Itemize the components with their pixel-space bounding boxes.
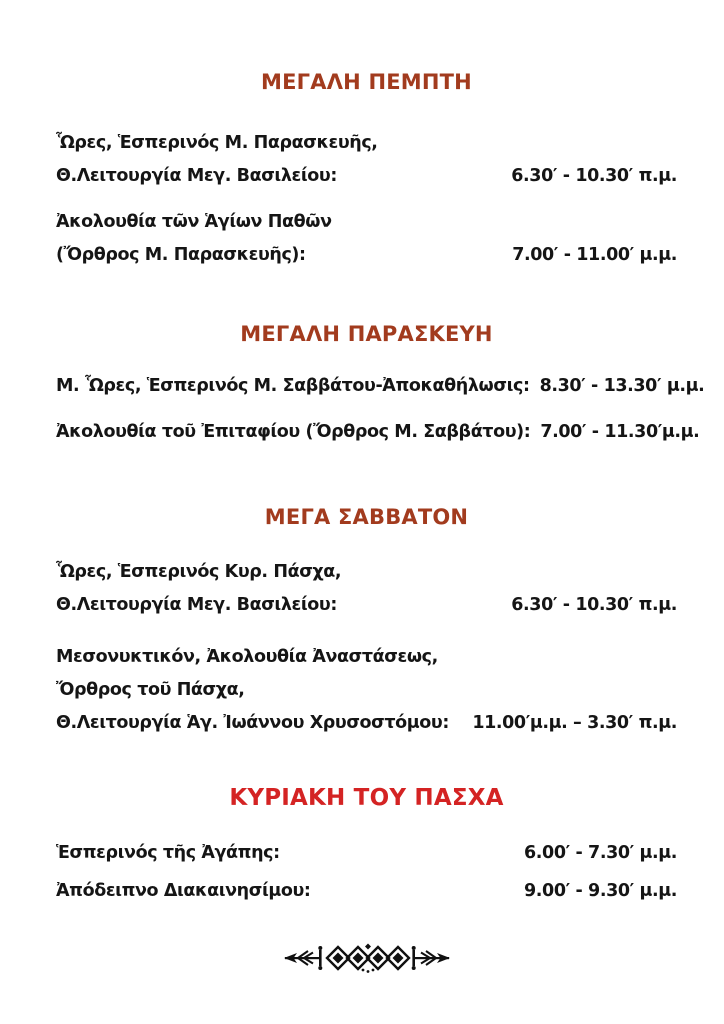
service-label: Θ.Λειτουργία Μεγ. Βασιλείου:	[56, 594, 337, 615]
service-label: Ἀπόδειπνο Διακαινησίμου:	[56, 881, 311, 902]
schedule-entry	[56, 556, 677, 622]
schedule-row	[56, 589, 677, 622]
schedule-entry	[56, 416, 700, 449]
service-time: 6.30′ - 10.30′ π.μ.	[511, 594, 677, 615]
service-label: Ἀκολουθία τοῦ Ἐπιταφίου (Ὄρθρος Μ. Σαββάτου):	[56, 422, 531, 443]
service-label: (Ὄρθρος Μ. Παρασκευῆς):	[56, 245, 306, 266]
schedule-row	[56, 416, 700, 449]
ornament-left-arrow	[284, 946, 322, 970]
schedule-row	[56, 837, 677, 870]
schedule-line: Ὧρες, Ἑσπερινός Κυρ. Πάσχα,	[56, 561, 342, 582]
service-time: 9.00′ - 9.30′ μ.μ.	[524, 881, 677, 902]
service-time: 6.00′ - 7.30′ μ.μ.	[524, 843, 677, 864]
schedule-row	[56, 875, 677, 908]
section-title-good-friday: ΜΕΓΑΛΗ ΠΑΡΑΣΚΕΥΗ	[240, 322, 493, 347]
schedule-entry	[56, 206, 677, 272]
service-time: 7.00′ - 11.30′μ.μ.	[540, 422, 700, 443]
ornament-divider-icon	[283, 943, 451, 973]
schedule-entry	[56, 837, 677, 870]
service-time: 6.30′ - 10.30′ π.μ.	[511, 166, 677, 187]
section-title-holy-thursday: ΜΕΓΑΛΗ ΠΕΜΠΤΗ	[261, 70, 472, 94]
section-title-holy-saturday: ΜΕΓΑ ΣΑΒΒΑΤΟΝ	[264, 505, 469, 530]
schedule-line: Ἀκολουθία τῶν Ἁγίων Παθῶν	[56, 212, 332, 233]
schedule-entry	[56, 875, 677, 908]
schedule-entry	[56, 641, 677, 740]
schedule-row	[56, 160, 677, 193]
service-time: 11.00′μ.μ. – 3.30′ π.μ.	[472, 712, 677, 733]
service-label: Θ.Λειτουργία Ἁγ. Ἰωάννου Χρυσοστόμου:	[56, 712, 449, 733]
service-label: Θ.Λειτουργία Μεγ. Βασιλείου:	[56, 166, 337, 187]
service-time: 7.00′ - 11.00′ μ.μ.	[512, 245, 677, 266]
schedule-line: Ὧρες, Ἑσπερινός Μ. Παρασκευῆς,	[56, 133, 378, 154]
footer-ornament	[56, 943, 677, 973]
schedule-row	[56, 707, 677, 740]
schedule-entry	[56, 127, 677, 193]
service-label: Μ. Ὧρες, Ἑσπερινός Μ. Σαββάτου-Ἀποκαθήλωσις:	[56, 376, 530, 397]
schedule-entry	[56, 370, 705, 403]
schedule-line: Ὄρθρος τοῦ Πάσχα,	[56, 679, 245, 700]
schedule-row	[56, 239, 677, 272]
ornament-diamonds	[327, 944, 409, 973]
service-time: 8.30′ - 13.30′ μ.μ.	[539, 376, 705, 397]
ornament-right-arrow	[411, 946, 449, 970]
service-label: Ἑσπερινός τῆς Ἀγάπης:	[56, 843, 280, 864]
schedule-row	[56, 370, 705, 403]
schedule-line: Μεσονυκτικόν, Ἀκολουθία Ἀναστάσεως,	[56, 646, 438, 667]
section-title-easter-sunday: ΚΥΡΙΑΚΗ ΤΟΥ ΠΑΣΧΑ	[229, 784, 504, 811]
